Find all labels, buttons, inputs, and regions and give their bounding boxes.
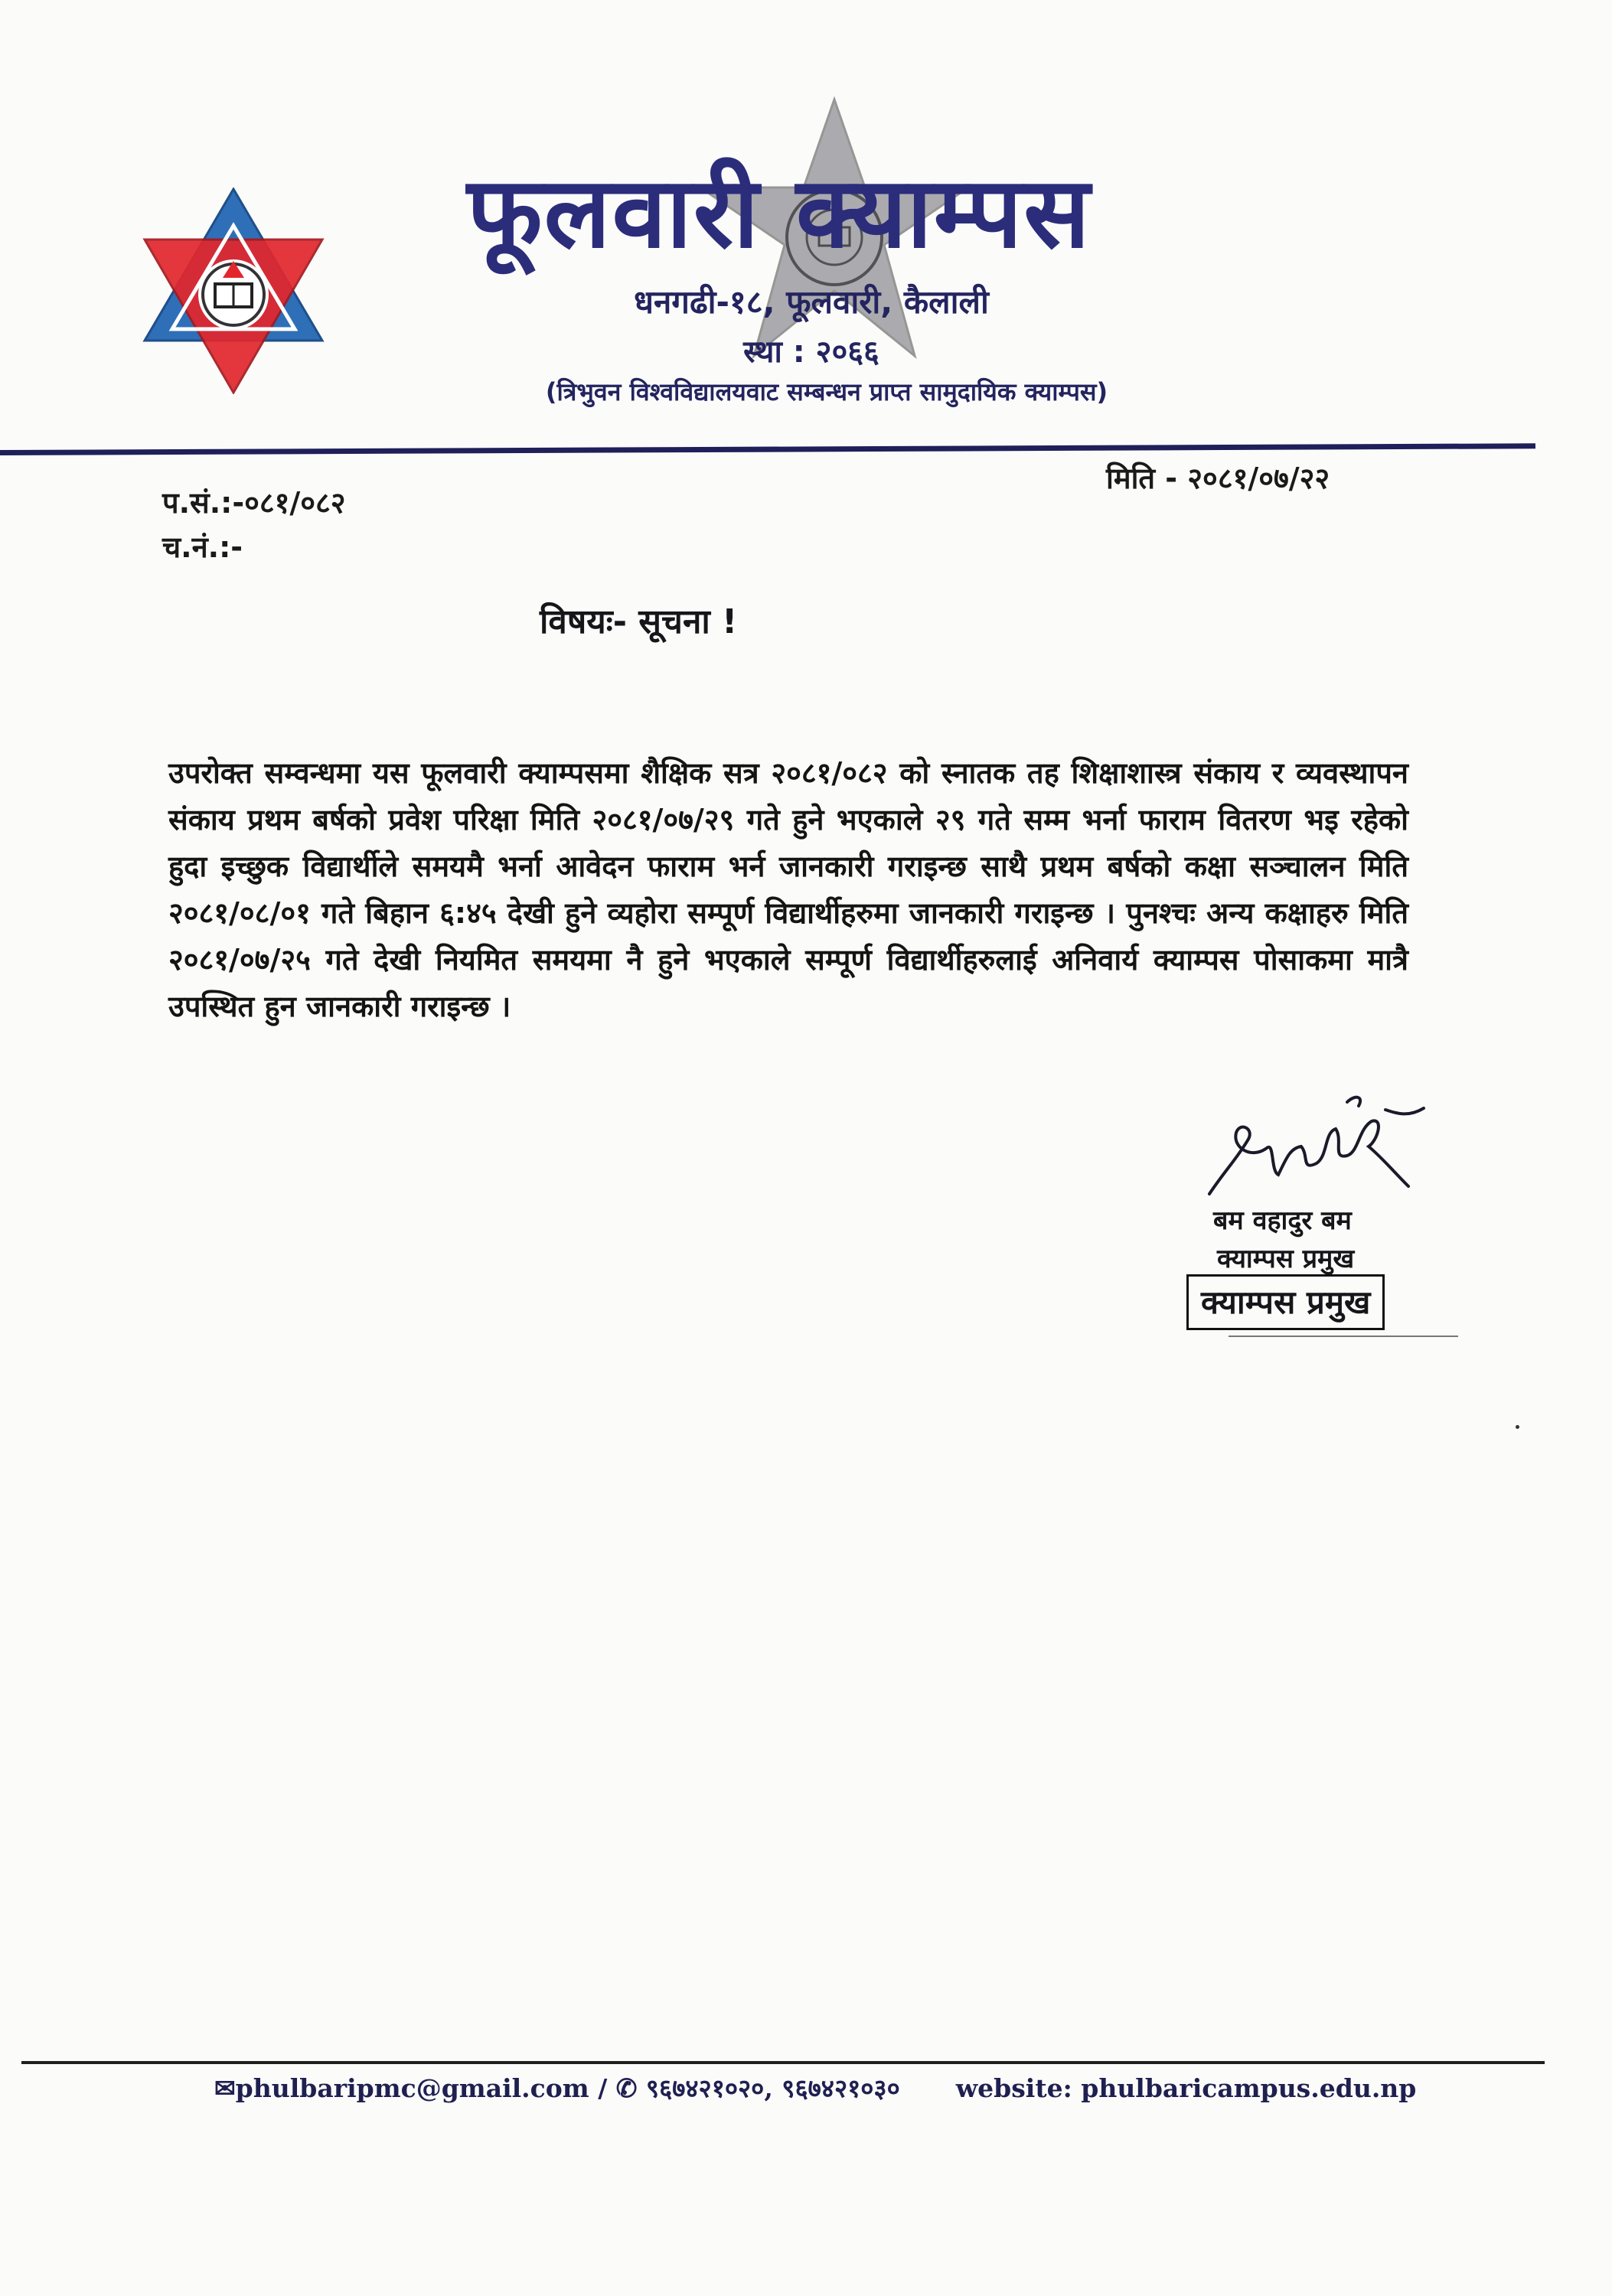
signatory-title: क्याम्पस प्रमुख — [1217, 1244, 1355, 1274]
signatory-name: बम वहादुर बम — [1213, 1205, 1352, 1236]
official-stamp: क्याम्पस प्रमुख — [1186, 1274, 1385, 1330]
handwritten-signature-icon — [1194, 1087, 1439, 1209]
dispatch-number: च.नं.:- — [162, 530, 243, 564]
header-divider — [0, 443, 1535, 455]
separator: / — [598, 2073, 616, 2103]
contact-website[interactable]: website: phulbaricampus.edu.np — [955, 2073, 1417, 2103]
envelope-icon: ✉ — [214, 2073, 236, 2103]
campus-name: फूलवारी क्याम्पस — [467, 156, 1092, 270]
scan-speck — [1516, 1425, 1519, 1429]
notice-body: उपरोक्त सम्वन्धमा यस फूलवारी क्याम्पसमा शैक्षिक सत्र २०८१/०८२ को स्नातक तह शिक्षाशास्त्र संकाय र व्यवस्थापन संकाय प्रथम बर्षको प्रवेश परिक्षा मिति २०८१/०७/२९ गते हुने भएकाले २९ गते सम्म भर्ना फाराम वितरण भइ रहेको हुदा इच्छुक विद्यार्थीले समयमै भर्ना आवेदन फाराम भर्न जानकारी गराइन्छ साथै प्रथम बर्षको कक्षा सञ्चालन मिति २०८१/०८/०१ गते बिहान ६:४५ देखी हुने व्यहोरा सम्पूर्ण विद्यार्थीहरुमा जानकारी गराइन्छ । पुनश्चः अन्य कक्षाहरु मिति २०८१/०७/२५ गते देखी नियमित समयमा नै हुने भएकाले सम्पूर्ण विद्यार्थीहरुलाई अनिवार्य क्याम्पस पोसाकमा मात्रै उपस्थित हुन जानकारी गराइन्छ । — [168, 756, 1408, 1023]
signature-underline — [1229, 1336, 1458, 1337]
letter-reference-number: प.सं.:-०८१/०८२ — [162, 486, 346, 520]
campus-address: धनगढी-१८, फूलवारी, कैलाली — [634, 283, 989, 321]
letter-subject: विषयः- सूचना ! — [540, 602, 738, 641]
tribhuvan-university-emblem-icon — [142, 188, 325, 394]
letter-date: मिति - २०८१/०७/२२ — [1106, 461, 1330, 495]
contact-email[interactable]: phulbaripmc@gmail.com — [235, 2073, 589, 2103]
contact-phone: ९६७४२१०२०, ९६७४२१०३० — [645, 2073, 900, 2103]
affiliation-note: (त्रिभुवन विश्वविद्यालयवाट सम्बन्धन प्राप्त सामुदायिक क्याम्पस) — [545, 377, 1108, 406]
established-year: स्था : २०६६ — [743, 334, 879, 370]
phone-icon: ✆ — [615, 2073, 638, 2103]
contact-footer — [214, 2070, 1417, 2105]
footer-divider — [21, 2061, 1545, 2064]
